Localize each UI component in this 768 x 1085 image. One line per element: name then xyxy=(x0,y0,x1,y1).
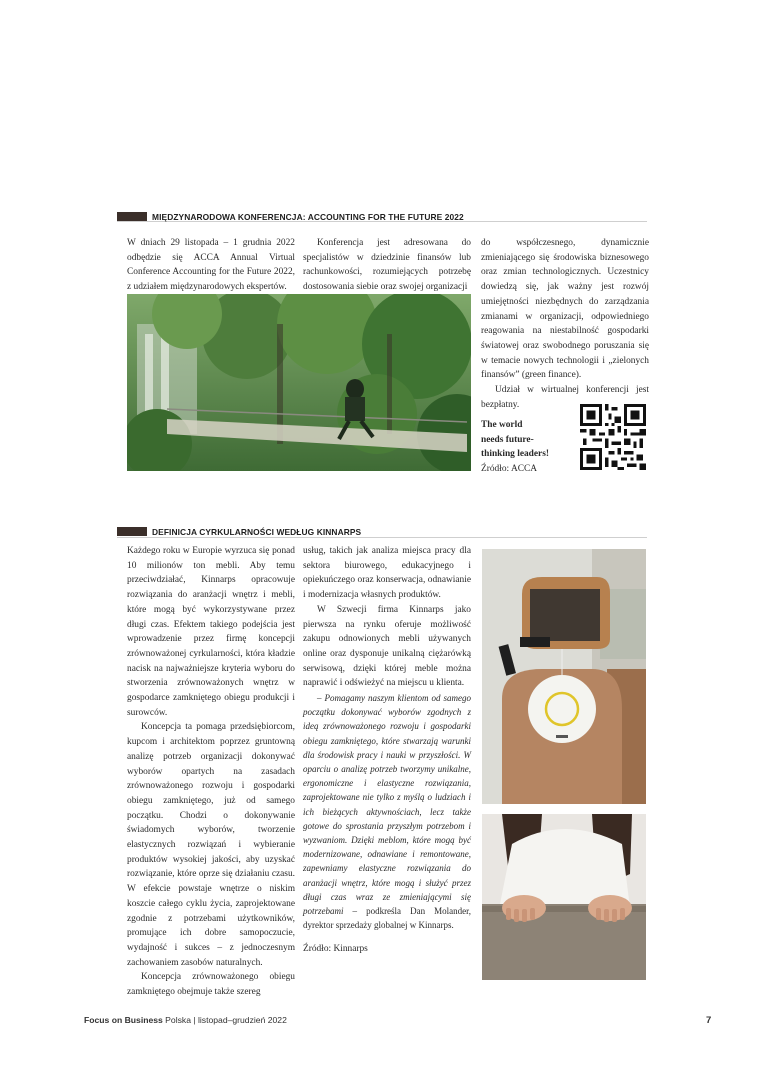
paragraph: Udział w wirtualnej konferencji jest bezpłatny. xyxy=(481,385,649,410)
article-column xyxy=(481,236,649,412)
paragraph: do współczesnego, dynamicznie zmieniającego się środowiska biznesowego oraz zmian technologicznych. Uczestnicy dowiedzą się, jak ważny jest rozwój umiejętności niezbędnych do zarządzania zmianami w organizacji, odpowiedniego reagowania na niestabilność gospodarki światowej oraz swobodnego poruszania się w temacie nowych technologii i „zielonych finansów” (green finance). xyxy=(481,238,649,381)
footer-publication xyxy=(84,1015,287,1025)
heading-bar xyxy=(117,212,147,221)
quote-text: – Pomagamy naszym klientom od samego początku dokonywać wyborów zgodnych z ideą zrównoważonego rozwoju i gospodarki obiegu zamkniętego, które stwarzają warunki dla środowisk pracy i nauki w przyszłości. W oparciu o analizę potrzeb tworzymy unikalne, ergonomiczne i elastyczne rozwiązania, zaprojektowane nie tylko z myślą o ludziach i ich bieżących aktywnościach, lecz także gotowe do sprostania przyszłym potrzebom i wyzwaniom. Dzięki meblom, które mogą być modernizowane, odnawiane i remontowane, zapewniamy elastyczne rozwiązania do aranżacji wnętrz, które mogą i służyć przez długi czas wraz ze zmieniającymi się potrzebami xyxy=(303,693,471,917)
article-column xyxy=(127,236,295,295)
section-heading-text: MIĘDZYNARODOWA KONFERENCJA: ACCOUNTING FOR THE FUTURE 2022 xyxy=(152,211,464,222)
footer-edition: Polska | listopad–grudzień 2022 xyxy=(162,1015,287,1025)
office-chair-tag-photo xyxy=(482,549,646,804)
paragraph: Każdego roku w Europie wyrzuca się ponad 10 milionów ton mebli. Aby temu przeciwdziałać, Kinnarps opracowuje rozwiązania do aranżacji wnętrz i mebli, które mogą być wykorzystywane przez długi czas. Efektem takiego podejścia jest wprowadzenie przez firmę koncepcji zrównoważonej cyrkularności, która kładzie nacisk na najważniejsze kryteria wyboru do stworzenia zrównoważonych wnętrz w gospodarce zamkniętego obiegu produkcji i surowców. xyxy=(127,546,295,718)
quote-paragraph xyxy=(303,691,471,932)
section-heading-text: DEFINICJA CYRKULARNOŚCI WEDŁUG KINNARPS xyxy=(152,526,362,537)
tagline xyxy=(481,418,581,477)
qr-code[interactable] xyxy=(580,404,646,470)
article-column xyxy=(127,544,295,1000)
paragraph: usług, takich jak analiza miejsca pracy dla sektora biurowego, edukacyjnego i opiekuńczego oraz konserwacja, odnawianie i modernizacja własnych produktów. xyxy=(303,546,471,601)
article-column xyxy=(303,544,471,957)
paragraph: Koncepcja ta pomaga przedsiębiorcom, kupcom i architektom poprzez gruntowną analizę potrzeb organizacji dokonywać wyborów opartych na zasadach zrównoważonego rozwoju i gospodarki obiegu zamkniętego, już od samego początku. Chodzi o dokonywanie świadomych wyborów, tworzenie elastycznych rozwiązań i wybieranie produktów wysokiej jakości, aby uzyskać rozwiązanie, które oprze się działaniu czasu. W efekcie powstaje wnętrze o niskim koszcie całego cyklu życia, zaprojektowane zgodnie z potrzebami użytkowników, promujące ich dobre samopoczucie, wydajność i sukces – z jednoczesnym zachowaniem zasobów naturalnych. xyxy=(127,722,295,968)
paragraph: Koncepcja zrównoważonego obiegu zamkniętego obejmuje także szereg xyxy=(127,972,295,998)
heading-bar xyxy=(117,527,147,536)
paragraph: Konferencja jest adresowana do specjalistów w dziedzinie finansów lub rachunkowości, rozumiejących potrzebę dostosowania siebie oraz swojej organizacji xyxy=(303,238,471,293)
divider xyxy=(117,537,647,538)
forest-walkway-photo xyxy=(127,294,471,471)
hands-on-chair-photo xyxy=(482,814,646,980)
quote-attribution: – podkreśla Dan Molander, dyrektor sprzedaży globalnej w Kinnarps. xyxy=(303,906,471,931)
source-note: Źródło: ACCA xyxy=(481,464,537,475)
footer-brand: Focus on Business xyxy=(84,1015,163,1025)
paragraph: W Szwecji firma Kinnarps jako pierwsza na rynku oferuje możliwość zakupu odnowionych mebli używanych online oraz dysponuje unikalną ciężarówką serwisową, dzięki której meble można naprawić i odświeżyć na miejscu u klienta. xyxy=(303,604,471,689)
source-note: Źródło: Kinnarps xyxy=(303,944,368,955)
article-column xyxy=(303,236,471,295)
page-number: 7 xyxy=(706,1015,712,1026)
section-heading xyxy=(117,527,361,536)
paragraph: W dniach 29 listopada – 1 grudnia 2022 odbędzie się ACCA Annual Virtual Conference Accounting for the Future 2022, z udziałem międzynarodowych ekspertów. xyxy=(127,238,295,293)
tagline-line: thinking leaders! xyxy=(481,449,549,460)
tagline-line: needs future- xyxy=(481,434,534,445)
section-heading xyxy=(117,212,464,221)
tagline-line: The world xyxy=(481,420,523,430)
